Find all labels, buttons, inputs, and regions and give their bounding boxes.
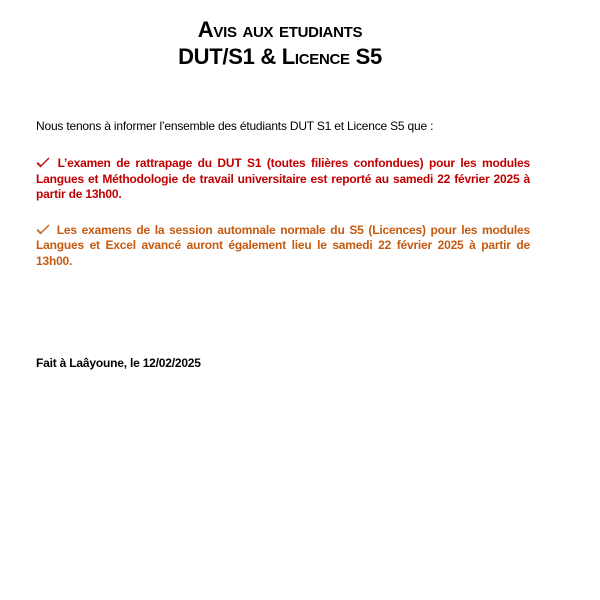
- check-icon: [36, 224, 50, 235]
- notice-point-session-automnale: [36, 223, 530, 270]
- notice-point-rattrapage: [36, 156, 530, 203]
- notice-intro: Nous tenons à informer l’ensemble des étudiants DUT S1 et Licence S5 que :: [36, 119, 434, 133]
- notice-point-text: Les examens de la session automnale normale du S5 (Licences) pour les modules Langues et Excel avancé auront également lieu le samedi 22 février 2025 à partir de 13h00.: [36, 222, 530, 268]
- notice-signature: Fait à Laâyoune, le 12/02/2025: [36, 356, 201, 370]
- notice-title-line-1: Avis aux etudiants: [197, 17, 363, 42]
- notice-title: [0, 16, 560, 70]
- check-icon: [36, 157, 50, 168]
- notice-point-text: L’examen de rattrapage du DUT S1 (toutes filières confondues) pour les modules Langues et Méthodologie de travail universitaire est reporté au samedi 22 février 2025 à partir de 13h00.: [36, 156, 531, 201]
- notice-body: [36, 118, 530, 289]
- notice-title-line-2: DUT/S1 & Licence S5: [178, 44, 382, 69]
